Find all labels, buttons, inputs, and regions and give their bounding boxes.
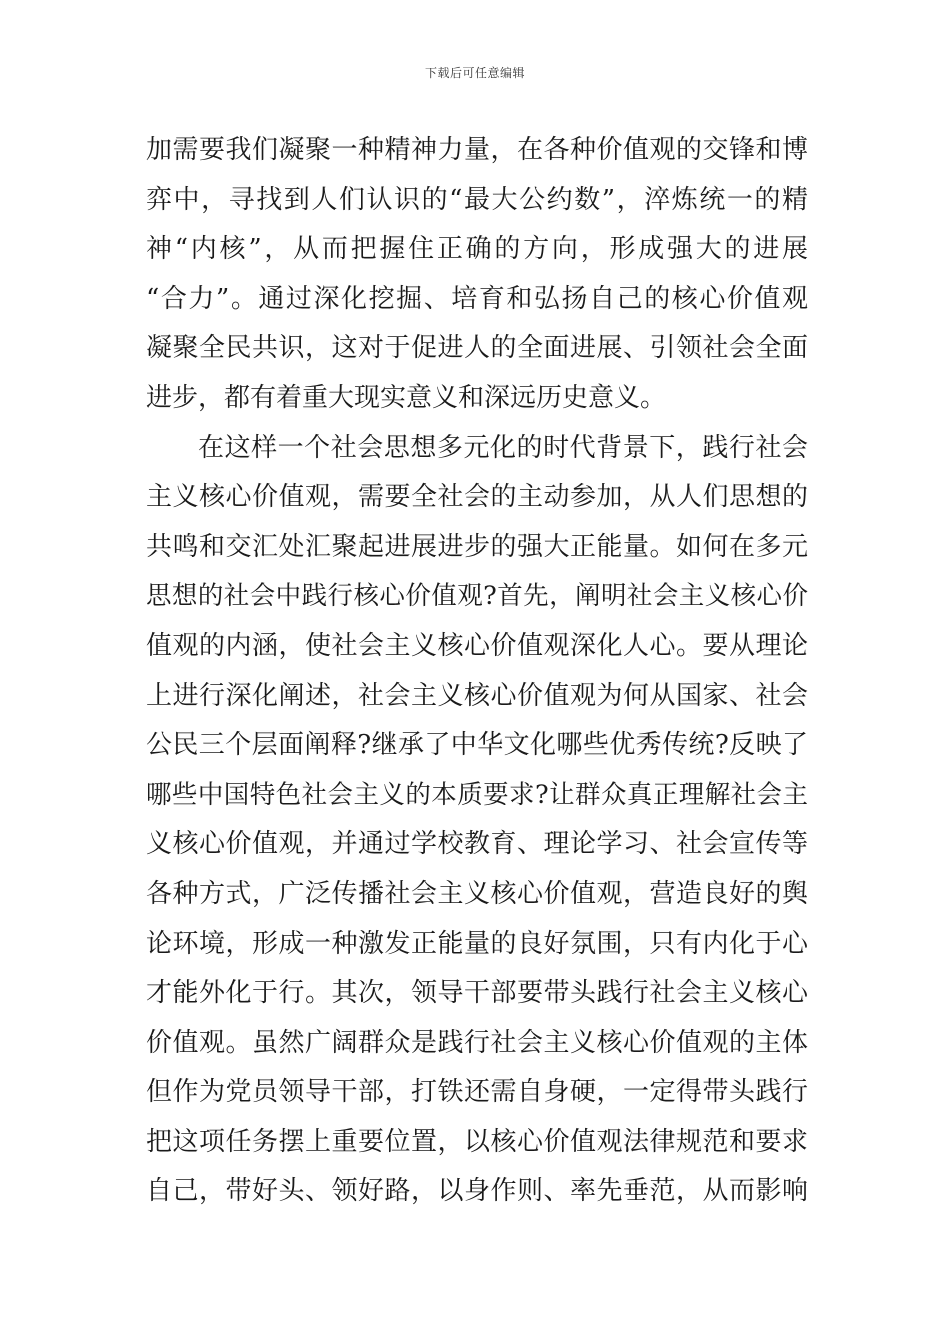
text-line: 各种方式，广泛传播社会主义核心价值观，营造良好的舆 <box>146 878 808 909</box>
text-line: 论环境，形成一种激发正能量的良好氛围，只有内化于心 <box>146 928 808 959</box>
text-line: 加需要我们凝聚一种精神力量，在各种价值观的交锋和博 <box>146 135 808 165</box>
text-line: 但作为党员领导干部，打铁还需自身硬，一定得带头践行 <box>146 1077 808 1108</box>
text-line: 凝聚全民共识，这对于促进人的全面进展、引领社会全面 <box>146 333 808 364</box>
text-line: 才能外化于行。其次，领导干部要带头践行社会主义核心 <box>146 978 808 1009</box>
text-line: 义核心价值观，并通过学校教育、理论学习、社会宣传等 <box>146 829 808 860</box>
text-line: 把这项任务摆上重要位置，以核心价值观法律规范和要求 <box>146 1126 808 1157</box>
text-line: 主义核心价值观，需要全社会的主动参加，从人们思想的 <box>146 482 808 513</box>
paragraph-2 <box>146 424 808 1218</box>
text-line: 自己，带好头、领好路，以身作则、率先垂范，从而影响 <box>146 1176 808 1207</box>
page-header: 下载后可任意编辑 <box>424 66 525 80</box>
text-line: 哪些中国特色社会主义的本质要求?让群众真正理解社会主 <box>146 779 808 810</box>
text-line: 公民三个层面阐释?继承了中华文化哪些优秀传统?反映了 <box>146 730 808 761</box>
text-line: 价值观。虽然广阔群众是践行社会主义核心价值观的主体 <box>146 1027 808 1058</box>
text-line: 上进行深化阐述，社会主义核心价值观为何从国家、社会 <box>146 680 808 711</box>
text-line: 在这样一个社会思想多元化的时代背景下，践行社会 <box>198 432 808 463</box>
text-line: 值观的内涵，使社会主义核心价值观深化人心。要从理论 <box>146 630 808 661</box>
text-line: 思想的社会中践行核心价值观?首先，阐明社会主义核心价 <box>146 581 808 612</box>
paragraph-1 <box>146 126 808 424</box>
body-text <box>146 126 808 1217</box>
text-line: 弈中，寻找到人们认识的“最大公约数”，淬炼统一的精 <box>146 184 808 215</box>
text-line: 进步，都有着重大现实意义和深远历史意义。 <box>146 382 667 413</box>
text-line: 共鸣和交汇处汇聚起进展进步的强大正能量。如何在多元 <box>146 531 808 562</box>
text-line: 神“内核”，从而把握住正确的方向，形成强大的进展 <box>146 234 808 265</box>
text-line: “合力”。通过深化挖掘、培育和弘扬自己的核心价值观 <box>146 283 808 314</box>
